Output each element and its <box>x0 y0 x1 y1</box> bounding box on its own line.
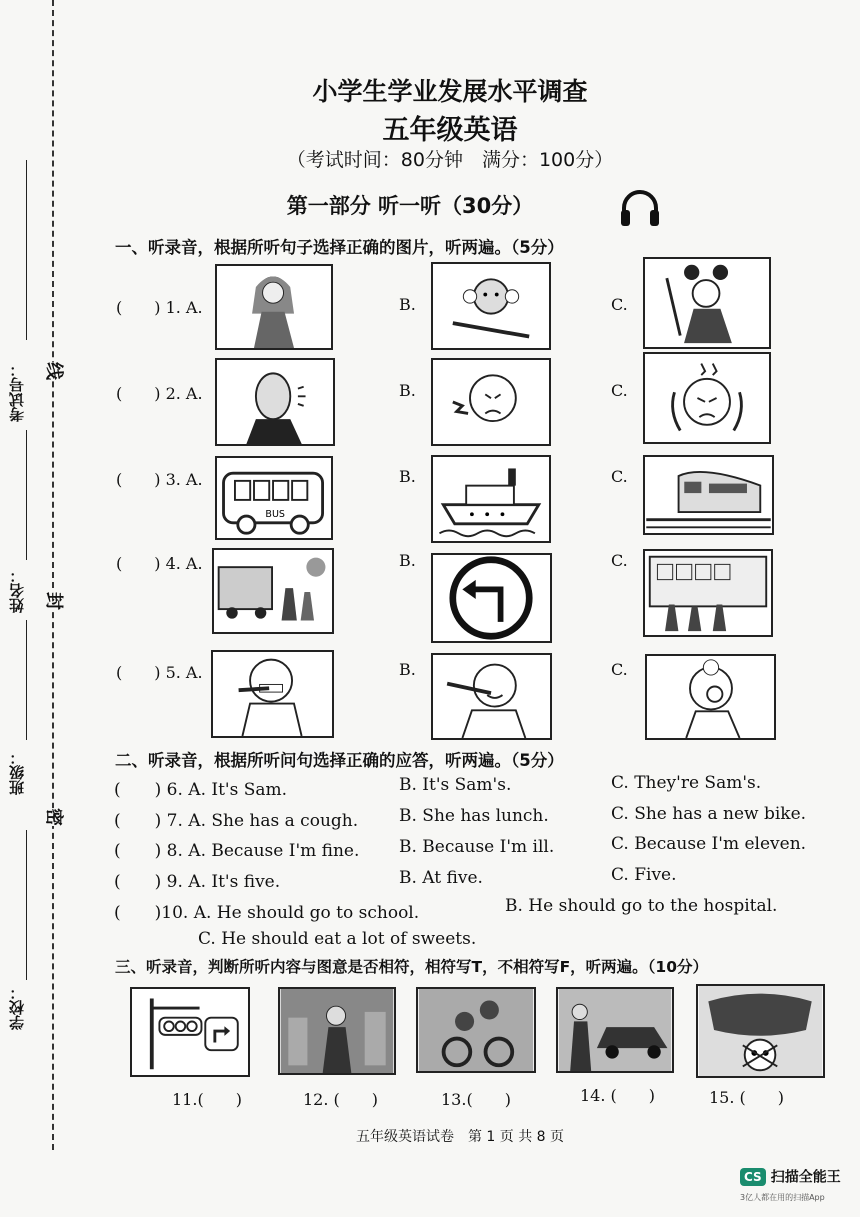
q4-a-bus-stop-picture[interactable] <box>212 548 334 634</box>
exam-number-field[interactable] <box>26 160 27 340</box>
q1-c-label: C. <box>611 295 628 314</box>
q6-option-c: C. They're Sam's. <box>611 773 762 793</box>
seal-char-seal: 封 <box>43 592 64 610</box>
scanner-slogan: 3亿人都在用的扫描App <box>740 1193 825 1202</box>
q14-answer[interactable]: 14. ( ) <box>580 1086 656 1105</box>
q5-b-boy-brushing-picture[interactable] <box>431 653 552 740</box>
q12-answer[interactable]: 12. ( ) <box>303 1090 379 1109</box>
q2-c-headache-picture[interactable] <box>643 352 771 444</box>
exam-number-label: 考试号： <box>8 362 26 422</box>
q13-answer[interactable]: 13.( ) <box>441 1090 511 1109</box>
q1-b-label: B. <box>399 295 416 314</box>
q3-c-train-picture[interactable] <box>643 455 774 535</box>
bus-sign-text: BUS <box>265 509 285 521</box>
q4-label: ( ) 4. A. <box>116 554 203 573</box>
subject-title: 五年级英语 <box>382 115 518 146</box>
q3-c-label: C. <box>611 467 628 486</box>
name-field[interactable] <box>26 430 27 560</box>
q8-option-a: ( ) 8. A. Because I'm fine. <box>114 841 360 861</box>
q10-option-a: ( )10. A. He should go to school. <box>114 903 420 923</box>
section-1-heading: 一、听录音，根据所听句子选择正确的图片，听两遍。（5分） <box>115 238 564 257</box>
q7-option-a: ( ) 7. A. She has a cough. <box>114 811 359 831</box>
q4-c-people-boarding-picture[interactable] <box>643 549 773 637</box>
section-2-heading: 二、听录音，根据所听问句选择正确的应答，听两遍。（5分） <box>115 751 564 770</box>
q5-c-girl-eating-picture[interactable] <box>645 654 776 740</box>
q3-a-bus-picture[interactable] <box>215 456 333 540</box>
q8-option-b: B. Because I'm ill. <box>399 837 555 857</box>
q1-c-nezha-picture[interactable] <box>643 257 771 349</box>
q2-b-label: B. <box>399 381 416 400</box>
q15-poison-sign-picture[interactable] <box>696 984 825 1078</box>
q3-label: ( ) 3. A. <box>116 470 203 489</box>
q11-answer[interactable]: 11.( ) <box>172 1090 242 1109</box>
q1-label: ( ) 1. A. <box>116 298 203 317</box>
q4-c-label: C. <box>611 551 628 570</box>
seal-char-secret: 密 <box>43 808 64 826</box>
section-3-heading: 三、听录音，判断所听内容与图意是否相符，相符写T，不相符写F，听两遍。（10分） <box>115 958 708 976</box>
class-field[interactable] <box>26 620 27 740</box>
q8-option-c: C. Because I'm eleven. <box>611 834 807 854</box>
q9-option-c: C. Five. <box>611 865 677 885</box>
q9-option-b: B. At five. <box>399 868 483 888</box>
q2-a-sick-man-picture[interactable] <box>215 358 335 446</box>
q2-label: ( ) 2. A. <box>116 384 203 403</box>
q5-a-brushing-teeth-picture[interactable] <box>211 650 334 738</box>
q5-b-label: B. <box>399 660 416 679</box>
q4-b-turn-left-sign-picture[interactable] <box>431 553 552 643</box>
q3-b-label: B. <box>399 467 416 486</box>
binding-dashed-line <box>52 0 54 1150</box>
q5-label: ( ) 5. A. <box>116 663 203 682</box>
q4-b-label: B. <box>399 551 416 570</box>
q1-b-monkey-picture[interactable] <box>431 262 551 350</box>
q6-option-b: B. It's Sam's. <box>399 775 512 795</box>
scanner-brand-name: 扫描全能王 <box>770 1169 841 1186</box>
survey-title: 小学生学业发展水平调查 <box>312 77 588 106</box>
q15-answer[interactable]: 15. ( ) <box>709 1088 785 1107</box>
q6-option-a: ( ) 6. A. It's Sam. <box>114 780 288 800</box>
page-footer: 五年级英语试卷 第 1 页 共 8 页 <box>355 1129 565 1145</box>
q3-b-ship-picture[interactable] <box>431 455 551 543</box>
headphones-icon <box>618 186 662 230</box>
part-one-heading: 第一部分 听一听（30分） <box>286 194 534 218</box>
q10-option-c: C. He should eat a lot of sweets. <box>198 929 477 949</box>
q7-option-b: B. She has lunch. <box>399 806 549 826</box>
q5-c-label: C. <box>611 660 628 679</box>
q10-option-b: B. He should go to the hospital. <box>505 896 778 916</box>
q11-traffic-light-picture[interactable] <box>130 987 250 1077</box>
school-label: 学校： <box>8 985 26 1030</box>
q14-man-by-car-picture[interactable] <box>556 987 674 1073</box>
q13-cats-on-bike-picture[interactable] <box>416 987 536 1073</box>
school-field[interactable] <box>26 830 27 980</box>
seal-char-line: 线 <box>43 362 64 380</box>
q2-b-toothache-picture[interactable] <box>431 358 551 446</box>
camscanner-logo-icon: CS <box>740 1168 766 1186</box>
q1-a-girl-picture[interactable] <box>215 264 333 350</box>
scanner-watermark <box>740 1166 841 1187</box>
exam-info: （考试时间：80分钟 满分：100分） <box>286 149 614 171</box>
q7-option-c: C. She has a new bike. <box>611 804 807 824</box>
q12-man-walking-picture[interactable] <box>278 987 396 1075</box>
class-label: 班级： <box>8 750 26 795</box>
q2-c-label: C. <box>611 381 628 400</box>
name-label: 姓名： <box>8 568 26 613</box>
q9-option-a: ( ) 9. A. It's five. <box>114 872 281 892</box>
